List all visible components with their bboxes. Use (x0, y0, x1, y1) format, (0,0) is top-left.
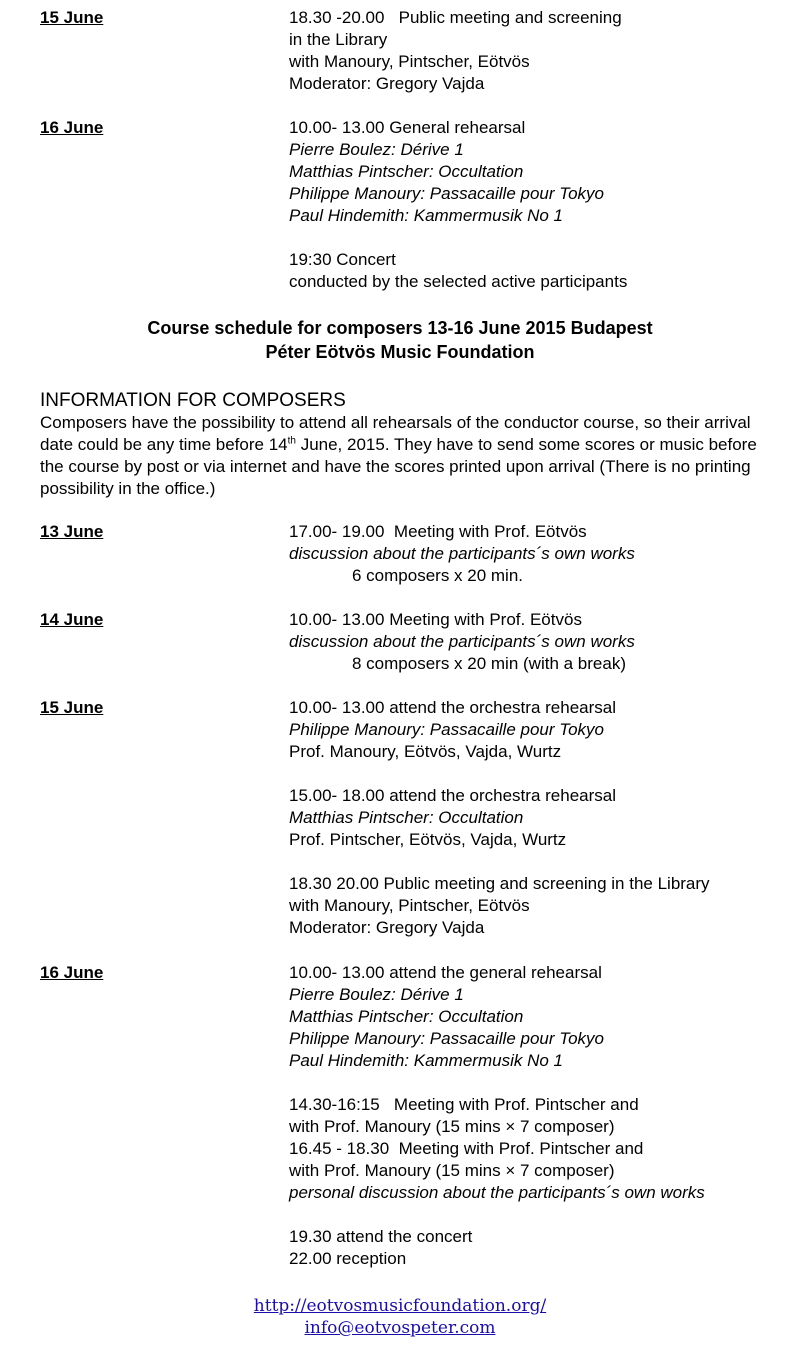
work-title: Philippe Manoury: Passacaille pour Tokyo (289, 184, 604, 203)
meeting-note: personal discussion about the participants´s own works (289, 1183, 705, 1202)
entry-time: 10.00- 13.00 General rehearsal (289, 118, 526, 137)
entry-details (289, 521, 780, 587)
entry-date: 16 June (40, 963, 104, 982)
entry-line: 18.30 -20.00 Public meeting and screening (289, 8, 622, 27)
entry-details (289, 697, 780, 939)
concert-note: conducted by the selected active participants (289, 272, 628, 291)
reception-time: 22.00 reception (289, 1249, 407, 1268)
work-title: Pierre Boulez: Dérive 1 (289, 985, 464, 1004)
information-title: INFORMATION FOR COMPOSERS (40, 390, 346, 411)
work-title: Matthias Pintscher: Occultation (289, 162, 524, 181)
footer (0, 1295, 800, 1339)
work-title: Pierre Boulez: Dérive 1 (289, 140, 464, 159)
entry-count: 8 composers x 20 min (with a break) (352, 654, 626, 673)
meeting-line: with Prof. Manoury (15 mins × 7 composer) (289, 1161, 615, 1180)
entry-time: 15.00- 18.00 attend the orchestra rehearsal (289, 786, 616, 805)
work-title: Philippe Manoury: Passacaille pour Tokyo (289, 720, 604, 739)
work-title: Matthias Pintscher: Occultation (289, 1007, 524, 1026)
entry-date: 16 June (40, 118, 104, 137)
entry-line: Moderator: Gregory Vajda (289, 918, 485, 937)
work-title: Philippe Manoury: Passacaille pour Tokyo (289, 1029, 604, 1048)
concert-time: 19:30 Concert (289, 250, 396, 269)
entry-details (289, 962, 780, 1270)
course-heading-foundation: Péter Eötvös Music Foundation (265, 342, 535, 362)
course-heading-title: Course schedule for composers 13-16 June 2015 Budapest (147, 318, 653, 338)
information-text: Composers have the possibility to attend all rehearsals of the conductor course, so their arrival date could be any time before 14th June, 2015. They have to send some scores or music before the course by post or via internet and have the scores printed upon arrival (There is no printing possibility in the office.) (40, 413, 757, 498)
meeting-line: 16.45 - 18.30 Meeting with Prof. Pintscher and (289, 1139, 644, 1158)
entry-time: 18.30 20.00 Public meeting and screening in the Library (289, 874, 710, 893)
concert-time: 19.30 attend the concert (289, 1227, 473, 1246)
entry-date: 15 June (40, 8, 104, 27)
work-title: Matthias Pintscher: Occultation (289, 808, 524, 827)
entry-line: with Manoury, Pintscher, Eötvös (289, 896, 530, 915)
entry-note: discussion about the participants´s own works (289, 632, 635, 651)
entry-line: with Manoury, Pintscher, Eötvös (289, 52, 530, 71)
information-section (40, 389, 770, 500)
entry-date: 13 June (40, 522, 104, 541)
entry-line: Moderator: Gregory Vajda (289, 74, 485, 93)
entry-details (289, 117, 780, 293)
entry-date: 15 June (40, 698, 104, 717)
email-link[interactable]: info@eotvospeter.com (304, 1318, 496, 1338)
work-title: Paul Hindemith: Kammermusik No 1 (289, 1051, 563, 1070)
entry-note: discussion about the participants´s own works (289, 544, 635, 563)
entry-time: 10.00- 13.00 attend the orchestra rehearsal (289, 698, 616, 717)
entry-count: 6 composers x 20 min. (352, 566, 524, 585)
entry-people: Prof. Manoury, Eötvös, Vajda, Wurtz (289, 742, 562, 761)
entry-date: 14 June (40, 610, 104, 629)
work-title: Paul Hindemith: Kammermusik No 1 (289, 206, 563, 225)
meeting-line: 14.30-16:15 Meeting with Prof. Pintscher and (289, 1095, 639, 1114)
entry-line: in the Library (289, 30, 388, 49)
entry-details (289, 7, 780, 95)
website-link[interactable]: http://eotvosmusicfoundation.org/ (253, 1296, 547, 1316)
entry-people: Prof. Pintscher, Eötvös, Vajda, Wurtz (289, 830, 567, 849)
entry-time: 10.00- 13.00 attend the general rehearsal (289, 963, 602, 982)
entry-details (289, 609, 780, 675)
entry-time: 10.00- 13.00 Meeting with Prof. Eötvös (289, 610, 582, 629)
entry-time: 17.00- 19.00 Meeting with Prof. Eötvös (289, 522, 587, 541)
meeting-line: with Prof. Manoury (15 mins × 7 composer) (289, 1117, 615, 1136)
